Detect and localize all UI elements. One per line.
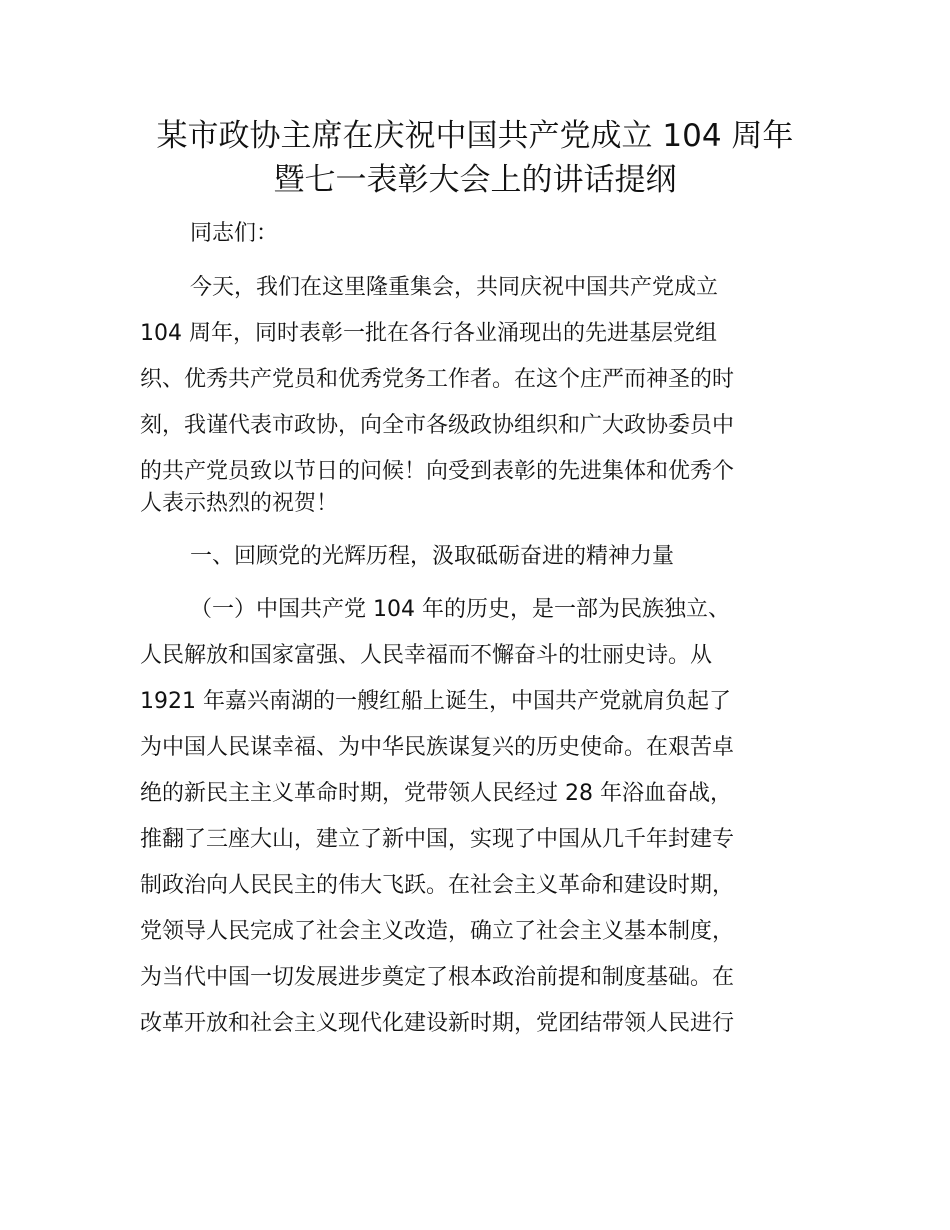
body-line: 绝的新民主主义革命时期，党带领人民经过 28 年浴血奋战， [140,781,732,806]
salutation: 同志们： [190,221,279,246]
document-title-line-1: 某市政协主席在庆祝中国共产党成立 104 周年 [156,118,794,154]
body-line: 今天，我们在这里隆重集会，共同庆祝中国共产党成立 [190,275,719,300]
body-line: 推翻了三座大山，建立了新中国，实现了中国从几千年封建专 [140,827,735,852]
body-line: 改革开放和社会主义现代化建设新时期，党团结带领人民进行 [140,1011,735,1036]
body-line: 织、优秀共产党员和优秀党务工作者。在这个庄严而神圣的时 [140,367,735,392]
body-line: 为中国人民谋幸福、为中华民族谋复兴的历史使命。在艰苦卓 [140,735,735,760]
body-line: 1921 年嘉兴南湖的一艘红船上诞生，中国共产党就肩负起了 [140,689,731,714]
body-line: 人民解放和国家富强、人民幸福而不懈奋斗的壮丽史诗。从 [140,643,713,668]
body-line: （一）中国共产党 104 年的历史，是一部为民族独立、 [190,597,730,622]
body-line: 制政治向人民民主的伟大飞跃。在社会主义革命和建设时期， [140,873,735,898]
body-line: 104 周年，同时表彰一批在各行各业涌现出的先进基层党组 [140,321,717,346]
body-line: 人表示热烈的祝贺！ [140,491,339,516]
body-line: 刻，我谨代表市政协，向全市各级政协组织和广大政协委员中 [140,413,735,438]
section-heading: 一、回顾党的光辉历程，汲取砥砺奋进的精神力量 [190,544,675,569]
body-line: 为当代中国一切发展进步奠定了根本政治前提和制度基础。在 [140,965,735,990]
body-line: 的共产党员致以节日的问候！向受到表彰的先进集体和优秀个 [140,459,735,484]
body-line: 党领导人民完成了社会主义改造，确立了社会主义基本制度， [140,919,735,944]
document-title-line-2: 暨七一表彰大会上的讲话提纲 [273,162,677,198]
